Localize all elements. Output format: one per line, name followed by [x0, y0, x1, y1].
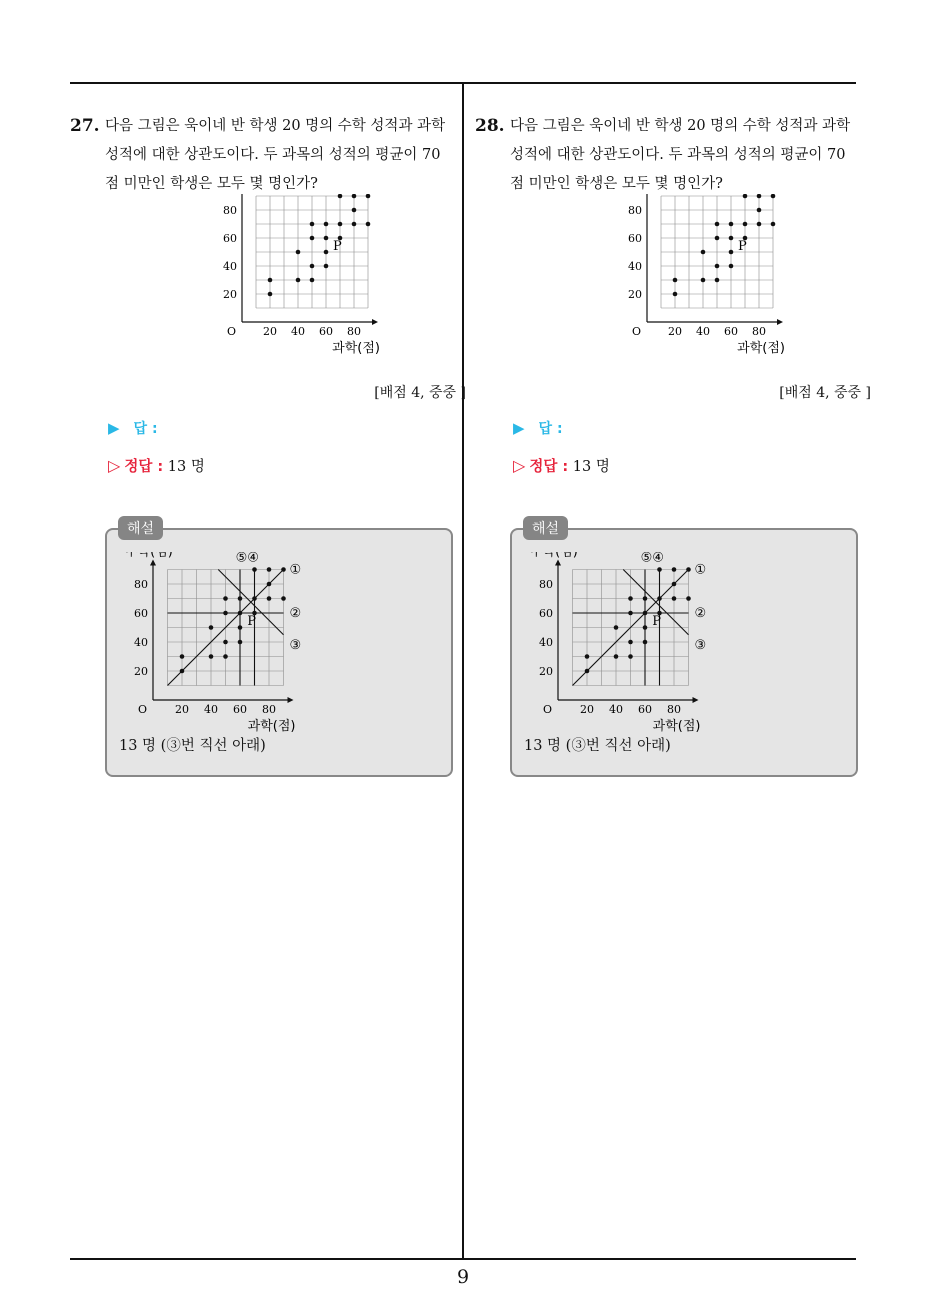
y-axis-label: 수학(점) [530, 552, 578, 560]
x-tick-label: 60 [319, 325, 333, 338]
origin-label: O [137, 703, 147, 716]
points-label: [배점 4, 중중 ] [374, 385, 466, 401]
answer-label: 답 : [133, 421, 158, 437]
data-point [296, 250, 301, 255]
correct-answer-label: 정답 : [529, 459, 569, 475]
scatter-figure [615, 194, 785, 368]
point-p-label: P [247, 614, 256, 629]
explanation-figure [524, 552, 724, 736]
correct-answer-row [513, 455, 610, 476]
data-point [238, 625, 243, 630]
x-tick-label: 40 [696, 325, 710, 338]
data-point [180, 669, 185, 674]
play-arrow-icon: ▶ [108, 419, 120, 437]
x-tick-label: 80 [347, 325, 361, 338]
data-point [281, 596, 286, 601]
x-axis-label: 과학(점) [332, 341, 380, 356]
y-axis-arrow [150, 560, 156, 566]
data-point [338, 194, 343, 198]
data-point [324, 250, 329, 255]
data-point [310, 264, 315, 269]
answer-row [108, 418, 158, 438]
data-point [238, 596, 243, 601]
y-tick-label: 60 [134, 607, 148, 620]
data-point [252, 567, 257, 572]
data-point [757, 208, 762, 213]
origin-label: O [542, 703, 552, 716]
data-point [324, 236, 329, 241]
data-point [238, 640, 243, 645]
data-point [628, 596, 633, 601]
question-line: 다음 그림은 욱이네 반 학생 20 명의 수학 성적과 과학 [510, 118, 851, 134]
data-point [757, 194, 762, 198]
data-point [310, 222, 315, 227]
data-point [267, 582, 272, 587]
answer-row [513, 418, 563, 438]
data-point [223, 654, 228, 659]
question-line: 성적에 대한 상관도이다. 두 과목의 성적의 평균이 70 [510, 147, 846, 163]
y-tick-label: 60 [628, 232, 642, 245]
data-point [324, 222, 329, 227]
data-point [729, 222, 734, 227]
x-tick-label: 20 [175, 703, 189, 716]
bottom-rule [70, 1258, 856, 1260]
data-point [296, 278, 301, 283]
data-point [715, 278, 720, 283]
y-tick-label: 20 [628, 288, 642, 301]
x-tick-label: 20 [580, 703, 594, 716]
y-axis-label: 수학(점) [125, 552, 173, 560]
correct-answer-label: 정답 : [124, 459, 164, 475]
question [70, 112, 466, 199]
data-point [715, 264, 720, 269]
data-point [701, 278, 706, 283]
data-point [686, 596, 691, 601]
data-point [209, 654, 214, 659]
data-point [771, 222, 776, 227]
x-tick-label: 60 [233, 703, 247, 716]
data-point [310, 236, 315, 241]
data-point [643, 625, 648, 630]
data-point [238, 611, 243, 616]
line-label: ③ [694, 637, 707, 653]
y-tick-label: 80 [134, 578, 148, 591]
y-tick-label: 80 [628, 204, 642, 217]
y-tick-label: 80 [223, 204, 237, 217]
data-point [715, 222, 720, 227]
y-tick-label: 80 [539, 578, 553, 591]
line-label: ① [289, 562, 302, 578]
correct-answer-row [108, 455, 205, 476]
question-line: 성적에 대한 상관도이다. 두 과목의 성적의 평균이 70 [105, 147, 441, 163]
data-point [352, 194, 357, 198]
x-tick-label: 40 [204, 703, 218, 716]
y-tick-label: 20 [134, 665, 148, 678]
scatter-plot [615, 194, 785, 364]
x-tick-label: 20 [263, 325, 277, 338]
x-axis-arrow [372, 319, 378, 325]
y-tick-label: 40 [223, 260, 237, 273]
line-label: ① [694, 562, 707, 578]
x-axis-arrow [693, 697, 699, 703]
data-point [585, 669, 590, 674]
x-tick-label: 20 [668, 325, 682, 338]
x-tick-label: 60 [638, 703, 652, 716]
data-point [223, 611, 228, 616]
question [475, 112, 871, 199]
outline-triangle-icon: ▷ [108, 456, 121, 475]
data-point [657, 567, 662, 572]
x-axis-label: 과학(점) [247, 719, 296, 732]
data-point [628, 654, 633, 659]
explanation-tab: 해설 [118, 516, 163, 540]
question-number: 27. [70, 116, 100, 136]
data-point [614, 625, 619, 630]
data-point [701, 250, 706, 255]
data-point [324, 264, 329, 269]
y-axis-arrow [555, 560, 561, 566]
data-point [366, 222, 371, 227]
data-point [672, 596, 677, 601]
data-point [366, 194, 371, 198]
y-tick-label: 40 [628, 260, 642, 273]
data-point [757, 222, 762, 227]
question-line: 점 미만인 학생은 모두 몇 명인가? [510, 176, 723, 192]
explanation-text: 13 명 (③번 직선 아래) [119, 738, 266, 754]
data-point [628, 640, 633, 645]
data-point [643, 596, 648, 601]
data-point [180, 654, 185, 659]
data-point [310, 278, 315, 283]
data-point [715, 236, 720, 241]
data-point [672, 567, 677, 572]
data-point [268, 278, 273, 283]
data-point [673, 292, 678, 297]
point-p-label: P [333, 239, 342, 254]
explanation-plot [524, 552, 724, 732]
data-point [686, 567, 691, 572]
line-label: ② [289, 606, 302, 621]
explanation-figure [119, 552, 319, 736]
data-point [743, 222, 748, 227]
explanation-tab: 해설 [523, 516, 568, 540]
data-point [267, 567, 272, 572]
data-point [729, 236, 734, 241]
data-point [657, 596, 662, 601]
answer-label: 답 : [538, 421, 563, 437]
data-point [252, 596, 257, 601]
x-tick-label: 80 [262, 703, 276, 716]
data-point [352, 222, 357, 227]
data-point [672, 582, 677, 587]
play-arrow-icon: ▶ [513, 419, 525, 437]
data-point [743, 194, 748, 198]
data-point [643, 640, 648, 645]
data-point [209, 625, 214, 630]
y-tick-label: 60 [539, 607, 553, 620]
explanation-box [510, 528, 858, 777]
x-tick-label: 80 [667, 703, 681, 716]
line-label: ② [694, 606, 707, 621]
data-point [585, 654, 590, 659]
question-line: 점 미만인 학생은 모두 몇 명인가? [105, 176, 318, 192]
column-divider [462, 82, 464, 1259]
data-point [223, 640, 228, 645]
y-tick-label: 60 [223, 232, 237, 245]
data-point [281, 567, 286, 572]
points-label: [배점 4, 중중 ] [779, 385, 871, 401]
data-point [628, 611, 633, 616]
data-point [268, 292, 273, 297]
correct-answer-value: 13 명 [572, 459, 610, 475]
line-label: ⑤④ [235, 552, 259, 566]
data-point [223, 596, 228, 601]
y-tick-label: 20 [539, 665, 553, 678]
point-p-label: P [652, 614, 661, 629]
point-p-label: P [738, 239, 747, 254]
data-point [338, 222, 343, 227]
x-axis-label: 과학(점) [652, 719, 701, 732]
data-point [643, 611, 648, 616]
x-tick-label: 40 [609, 703, 623, 716]
x-tick-label: 40 [291, 325, 305, 338]
y-tick-label: 40 [539, 636, 553, 649]
data-point [267, 596, 272, 601]
scatter-figure [210, 194, 380, 368]
line-label: ③ [289, 637, 302, 653]
y-tick-label: 40 [134, 636, 148, 649]
data-point [729, 264, 734, 269]
data-point [771, 194, 776, 198]
origin-label: O [226, 325, 236, 338]
data-point [673, 278, 678, 283]
question-number: 28. [475, 116, 505, 136]
correct-answer-value: 13 명 [167, 459, 205, 475]
x-axis-arrow [288, 697, 294, 703]
data-point [614, 654, 619, 659]
explanation-box [105, 528, 453, 777]
x-axis-arrow [777, 319, 783, 325]
data-point [352, 208, 357, 213]
scatter-plot [210, 194, 380, 364]
explanation-text: 13 명 (③번 직선 아래) [524, 738, 671, 754]
explanation-plot [119, 552, 319, 732]
x-axis-label: 과학(점) [737, 341, 785, 356]
x-tick-label: 80 [752, 325, 766, 338]
x-tick-label: 60 [724, 325, 738, 338]
data-point [729, 250, 734, 255]
line-label: ⑤④ [640, 552, 664, 566]
origin-label: O [631, 325, 641, 338]
outline-triangle-icon: ▷ [513, 456, 526, 475]
page-number: 9 [456, 1266, 470, 1288]
question-line: 다음 그림은 욱이네 반 학생 20 명의 수학 성적과 과학 [105, 118, 446, 134]
y-tick-label: 20 [223, 288, 237, 301]
